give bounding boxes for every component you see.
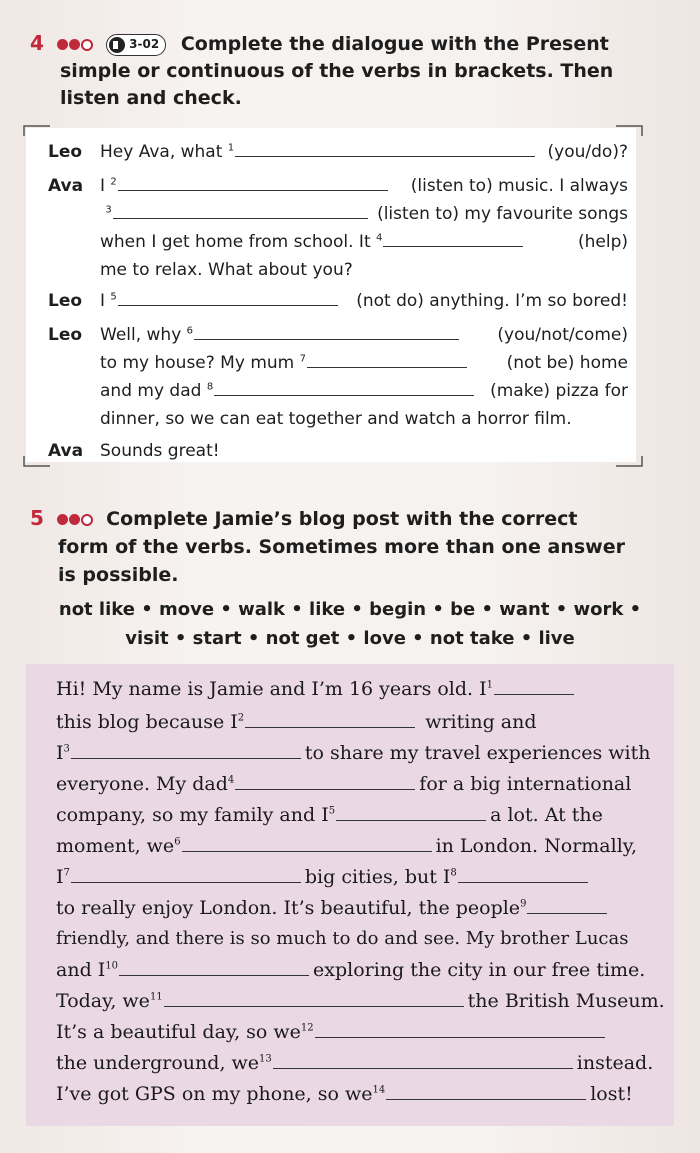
- word-box-line-2: visit • start • not get • love • not take • live: [125, 628, 575, 649]
- blog-line-3: $I^3$ to share my travel experiences with: [56, 738, 666, 768]
- bracket-top-left-icon: [22, 124, 52, 138]
- dialogue-line-2: Ava I $^2$ (listen to) music. I always: [48, 172, 628, 200]
- dialogue-line-3: $^3$ (listen to) my favourite songs: [48, 200, 628, 228]
- difficulty-dots-icon: [57, 31, 94, 58]
- speaker-name: Leo: [48, 291, 83, 311]
- exercise-4-instruction-line-3: listen and check.: [60, 87, 242, 109]
- blog-blank-12[interactable]: [315, 1017, 605, 1038]
- word-box: [26, 595, 674, 653]
- dialogue-line-11: Ava Sounds great!: [48, 437, 628, 465]
- blog-blank-6[interactable]: [182, 831, 432, 852]
- speaker-name: Leo: [48, 142, 83, 162]
- dialogue-line-7: Leo Well, why $^6$ (you/not/come): [48, 321, 628, 349]
- blog-line-14: I’ve got GPS on my phone, so $we^{14}$ lost!: [56, 1079, 666, 1109]
- blog-blank-5[interactable]: [336, 800, 486, 821]
- blog-blank-7[interactable]: [71, 862, 301, 883]
- blog-blank-4[interactable]: [235, 769, 415, 790]
- blog-line-11: Today, $we^{11}$ the British Museum.: [56, 986, 666, 1016]
- blog-line-12: It’s a beautiful day, so $we^{12}$: [56, 1017, 666, 1047]
- blog-blank-14[interactable]: [386, 1079, 586, 1100]
- blog-post-box: [26, 664, 674, 1126]
- verb-hint: (not be) home: [506, 353, 628, 373]
- speaker-name: Ava: [48, 176, 84, 196]
- blog-blank-13[interactable]: [273, 1048, 573, 1069]
- blog-blank-3[interactable]: [71, 738, 301, 759]
- answer-blank-6[interactable]: [194, 322, 459, 340]
- dialogue-line-5: me to relax. What about you?: [100, 260, 353, 280]
- blog-blank-2[interactable]: [245, 707, 415, 728]
- blog-blank-8[interactable]: [458, 862, 588, 883]
- blog-line-6: moment, $we^6$ in London. Normally,: [56, 831, 666, 861]
- speaker-icon: [109, 37, 125, 53]
- exercise-5-number: 5: [30, 506, 44, 530]
- exercise-4-instruction-line-2: simple or continuous of the verbs in brackets. Then: [60, 60, 614, 82]
- dialogue-line-4: when I get home from school. It $^4$ (help): [48, 228, 628, 256]
- speaker-name: Leo: [48, 325, 83, 345]
- difficulty-dots-icon: [57, 506, 94, 533]
- answer-blank-4[interactable]: [383, 229, 523, 247]
- exercise-5-instruction-line-3: is possible.: [58, 564, 179, 586]
- answer-blank-2[interactable]: [118, 173, 388, 191]
- blog-line-1: Hi! My name is Jamie and I’m 16 years old. $I^1$: [56, 674, 666, 704]
- verb-hint: (you/not/come): [497, 325, 628, 345]
- dialogue-line-8: to my house? My mum $^7$ (not be) home: [48, 349, 628, 377]
- word-box-line-1: not like • move • walk • like • begin • be • want • work •: [58, 599, 642, 620]
- dialogue-line-9: and my dad $^8$ (make) pizza for: [48, 377, 628, 405]
- blog-blank-10[interactable]: [119, 955, 309, 976]
- verb-hint: (you/do)?: [547, 142, 628, 162]
- exercise-5-heading: [30, 505, 670, 533]
- blog-line-4: everyone. My dad$^4$ for a big international: [56, 769, 666, 799]
- speaker-name: Ava: [48, 441, 84, 461]
- exercise-4-heading: [30, 30, 670, 58]
- blog-line-9: friendly, and there is so much to do and see. My brother Lucas: [56, 928, 629, 949]
- answer-blank-8[interactable]: [214, 378, 474, 396]
- verb-hint: (help): [577, 232, 628, 252]
- blog-line-13: the underground, $we^{13}$ instead.: [56, 1048, 666, 1078]
- blog-blank-1[interactable]: [494, 674, 574, 695]
- exercise-4-number: 4: [30, 31, 44, 55]
- audio-track-badge[interactable]: [106, 34, 166, 56]
- blog-line-10: and $I^{10}$ exploring the city in our free time.: [56, 955, 666, 985]
- verb-hint: (listen to) music. I always: [410, 176, 628, 196]
- exercise-5-instruction-line-1: Complete Jamie’s blog post with the correct: [106, 508, 578, 530]
- blog-line-5: company, so my family and $I^5$ a lot. At the: [56, 800, 666, 830]
- answer-blank-3[interactable]: [113, 201, 368, 219]
- blog-blank-11[interactable]: [164, 986, 464, 1007]
- bracket-top-right-icon: [614, 124, 644, 138]
- verb-hint: (make) pizza for: [490, 381, 628, 401]
- exercise-5-instruction-line-2: form of the verbs. Sometimes more than one answer: [58, 536, 625, 558]
- blog-line-8: to really enjoy London. It’s beautiful, the people$^9$: [56, 893, 666, 923]
- dialogue-line-1: Leo Hey Ava, what $^1$ (you/do)?: [48, 138, 628, 166]
- verb-hint: (listen to) my favourite songs: [377, 204, 628, 224]
- verb-hint: (not do) anything. I’m so bored!: [356, 291, 628, 311]
- answer-blank-5[interactable]: [118, 288, 338, 306]
- audio-track-label: 3-02: [129, 37, 160, 51]
- blog-blank-9[interactable]: [527, 893, 607, 914]
- blog-line-7: $I^7$ big cities, but $I^8$: [56, 862, 666, 892]
- exercise-4-instruction-line-1: Complete the dialogue with the Present: [180, 33, 609, 55]
- dialogue-line-6: Leo I $^5$ (not do) anything. I’m so bored!: [48, 287, 628, 315]
- dialogue-line-10: dinner, so we can eat together and watch a horror film.: [100, 409, 572, 429]
- answer-blank-7[interactable]: [307, 350, 467, 368]
- answer-blank-1[interactable]: [235, 139, 535, 157]
- blog-line-2: this blog because $I^2$ writing and: [56, 707, 666, 737]
